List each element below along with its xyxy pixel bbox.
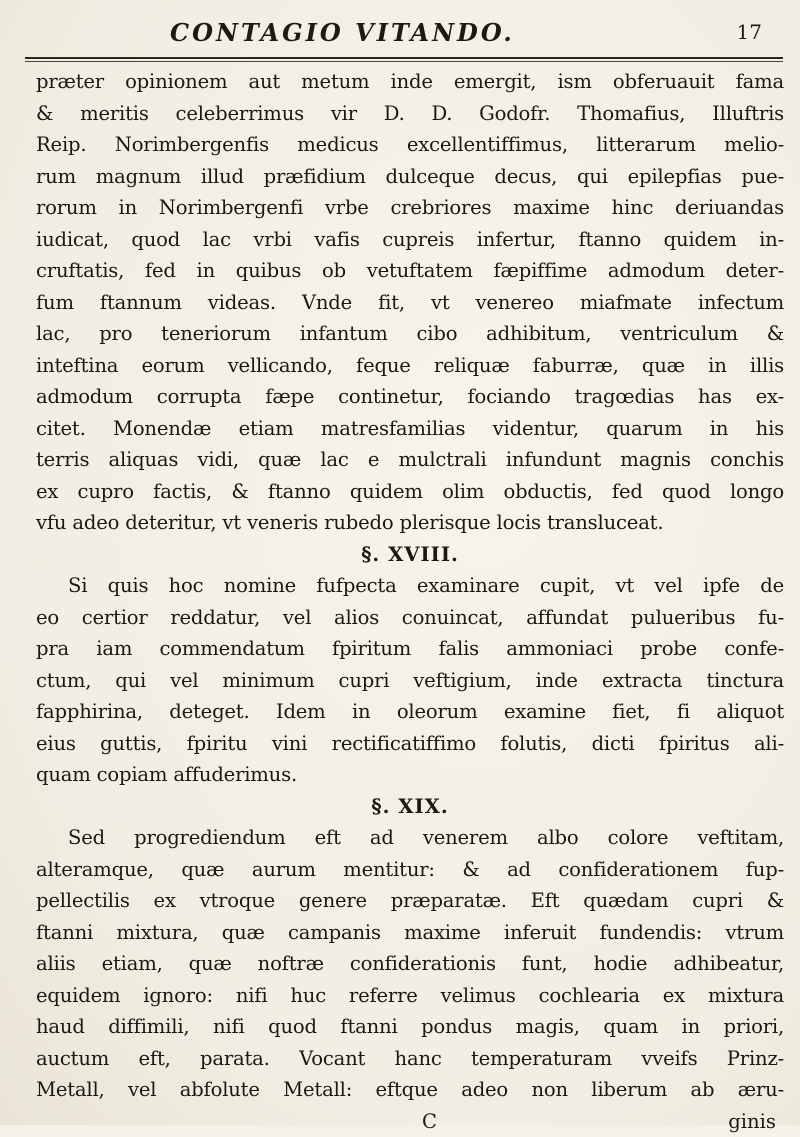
text-line: admodum corrupta fæpe continetur, fociando tragœdias has ex- <box>36 381 784 413</box>
text-line: lac, pro teneriorum infantum cibo adhibitum, ventriculum & <box>36 318 784 350</box>
text-line: rorum in Norimbergenfi vrbe crebriores maxime hinc deriuandas <box>36 192 784 224</box>
text-line: rum magnum illud præfidium dulceque decus, qui epilepfias pue- <box>36 161 784 193</box>
text-line: eo certior reddatur, vel alios conuincat, affundat pulueribus fu- <box>36 602 784 634</box>
text-line: inteftina eorum vellicando, feque reliquæ faburræ, quæ in illis <box>36 350 784 382</box>
running-title: CONTAGIO VITANDO. <box>170 18 515 47</box>
body-text <box>36 66 784 1137</box>
text-line: & meritis celeberrimus vir D. D. Godofr. Thomafius, Illuftris <box>36 98 784 130</box>
text-line: ctum, qui vel minimum cupri veftigium, inde extracta tinctura <box>36 665 784 697</box>
text-line: auctum eft, parata. Vocant hanc temperaturam vveifs Prinz- <box>36 1043 784 1075</box>
text-line: ex cupro factis, & ftanno quidem olim obductis, fed quod longo <box>36 476 784 508</box>
section-heading-19: §. XIX. <box>36 791 784 823</box>
header-rule-thin <box>25 61 783 62</box>
section-heading-18: §. XVIII. <box>36 539 784 571</box>
text-line: fapphirina, deteget. Idem in oleorum examine fiet, fi aliquot <box>36 696 784 728</box>
text-line: Reip. Norimbergenfis medicus excellentiffimus, litterarum melio- <box>36 129 784 161</box>
text-line: terris aliquas vidi, quæ lac e mulctrali infundunt magnis conchis <box>36 444 784 476</box>
text-line: alteramque, quæ aurum mentitur: & ad confiderationem fup- <box>36 854 784 886</box>
text-line: fum ftannum videas. Vnde fit, vt venereo miafmate infectum <box>36 287 784 319</box>
text-line: equidem ignoro: nifi huc referre velimus cochlearia ex mixtura <box>36 980 784 1012</box>
text-line: præter opinionem aut metum inde emergit, ism obferuauit fama <box>36 66 784 98</box>
text-line: Sed progrediendum eft ad venerem albo colore veftitam, <box>36 822 784 854</box>
header-rule <box>25 57 783 59</box>
text-line: quam copiam affuderimus. <box>36 759 784 791</box>
page-footer <box>36 1106 784 1137</box>
text-line: pellectilis ex vtroque genere præparatæ. Eft quædam cupri & <box>36 885 784 917</box>
text-line: Metall, vel abfolute Metall: eftque adeo non liberum ab æru- <box>36 1074 784 1106</box>
catchword: ginis <box>728 1106 776 1137</box>
text-line: haud diffimili, nifi quod ftanni pondus magis, quam in priori, <box>36 1011 784 1043</box>
text-line: aliis etiam, quæ noftræ confiderationis funt, hodie adhibeatur, <box>36 948 784 980</box>
text-line: pra iam commendatum fpiritum falis ammoniaci probe confe- <box>36 633 784 665</box>
page-number: 17 <box>737 20 762 44</box>
text-line: cruftatis, fed in quibus ob vetuftatem fæpiffime admodum deter- <box>36 255 784 287</box>
text-line: iudicat, quod lac vrbi vafis cupreis infertur, ftanno quidem in- <box>36 224 784 256</box>
page-header <box>170 18 770 52</box>
text-line: ftanni mixtura, quæ campanis maxime inferuit fundendis: vtrum <box>36 917 784 949</box>
text-line: Si quis hoc nomine fufpecta examinare cupit, vt vel ipfe de <box>36 570 784 602</box>
text-line: vfu adeo deteritur, vt veneris rubedo plerisque locis transluceat. <box>36 507 784 539</box>
signature-mark: C <box>422 1106 437 1137</box>
text-line: citet. Monendæ etiam matresfamilias videntur, quarum in his <box>36 413 784 445</box>
text-line: eius guttis, fpiritu vini rectificatiffimo folutis, dicti fpiritus ali- <box>36 728 784 760</box>
